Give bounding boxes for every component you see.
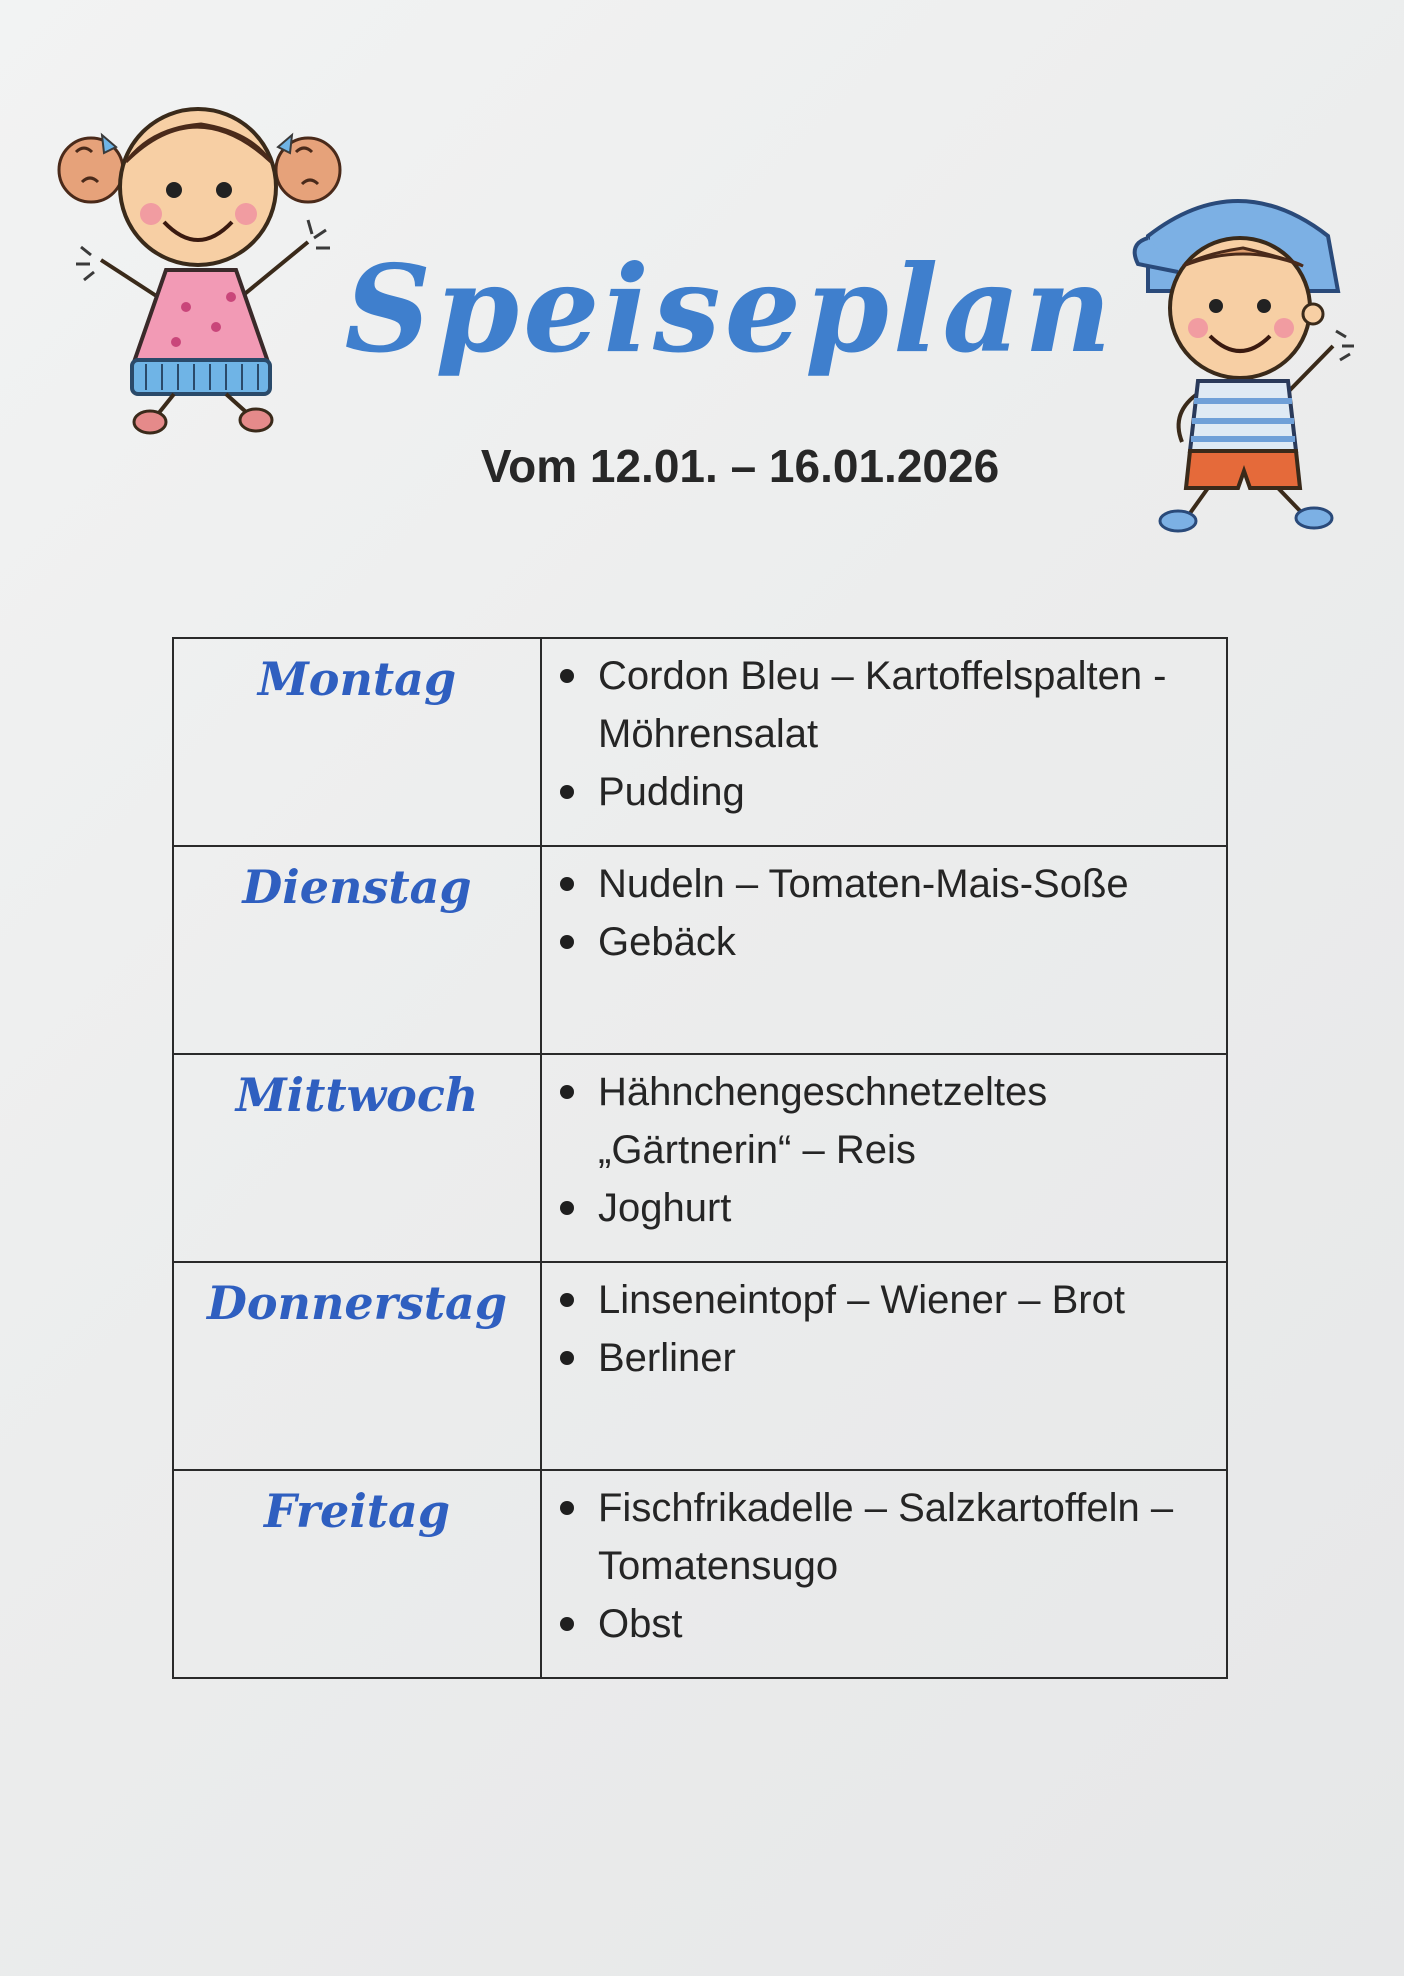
meal-item (560, 1063, 1216, 1179)
meal-item (560, 1479, 1216, 1595)
day-name: Mittwoch (235, 1068, 479, 1122)
meal-item-text: Gebäck (598, 920, 736, 964)
bullet-icon (560, 1351, 574, 1365)
meal-item-text: Nudeln – Tomaten-Mais-Soße (598, 862, 1129, 906)
bullet-icon (560, 1085, 574, 1099)
meal-item-text: Fischfrikadelle – Salzkartoffeln – Tomatensugo (598, 1486, 1174, 1588)
meal-list (542, 1471, 1226, 1653)
meal-cell (541, 846, 1227, 1054)
meal-item (560, 913, 1216, 971)
day-cell (173, 638, 541, 846)
meal-item-text: Berliner (598, 1336, 736, 1380)
menu-table (172, 637, 1228, 1679)
meal-item (560, 1329, 1216, 1387)
meal-item (560, 1179, 1216, 1237)
meal-cell (541, 1262, 1227, 1470)
meal-item-text: Cordon Bleu – Kartoffelspalten - Möhrensalat (598, 654, 1167, 756)
menu-row-mittwoch (173, 1054, 1227, 1262)
menu-row-montag (173, 638, 1227, 846)
meal-list (542, 639, 1226, 821)
meal-cell (541, 1054, 1227, 1262)
day-cell (173, 1262, 541, 1470)
meal-list (542, 1055, 1226, 1237)
meal-cell (541, 638, 1227, 846)
day-cell (173, 1470, 541, 1678)
bullet-icon (560, 669, 574, 683)
menu-row-dienstag (173, 846, 1227, 1054)
bullet-icon (560, 935, 574, 949)
meal-item-text: Joghurt (598, 1186, 732, 1230)
menu-row-donnerstag (173, 1262, 1227, 1470)
bullet-icon (560, 1617, 574, 1631)
bullet-icon (560, 877, 574, 891)
meal-list (542, 1263, 1226, 1387)
page-title: Speiseplan (344, 239, 1116, 380)
bullet-icon (560, 1201, 574, 1215)
bullet-icon (560, 1293, 574, 1307)
day-name: Dienstag (242, 860, 472, 914)
bullet-icon (560, 785, 574, 799)
day-cell (173, 846, 541, 1054)
day-name: Freitag (263, 1484, 451, 1538)
bullet-icon (560, 1501, 574, 1515)
meal-item (560, 763, 1216, 821)
meal-item-text: Linseneintopf – Wiener – Brot (598, 1278, 1125, 1322)
meal-item (560, 1271, 1216, 1329)
meal-item (560, 647, 1216, 763)
date-range: Vom 12.01. – 16.01.2026 (480, 440, 1000, 492)
day-name: Montag (257, 652, 457, 706)
day-cell (173, 1054, 541, 1262)
meal-list (542, 847, 1226, 971)
meal-item-text: Obst (598, 1602, 683, 1646)
meal-item-text: Hähnchengeschnetzeltes „Gärtnerin“ – Reis (598, 1070, 1048, 1172)
boy-cartoon-icon (1128, 196, 1368, 536)
meal-item (560, 855, 1216, 913)
menu-row-freitag (173, 1470, 1227, 1678)
menu-table-body (173, 638, 1227, 1678)
meal-item-text: Pudding (598, 770, 745, 814)
day-name: Donnerstag (206, 1276, 508, 1330)
meal-cell (541, 1470, 1227, 1678)
meal-item (560, 1595, 1216, 1653)
girl-cartoon-icon (46, 92, 346, 442)
